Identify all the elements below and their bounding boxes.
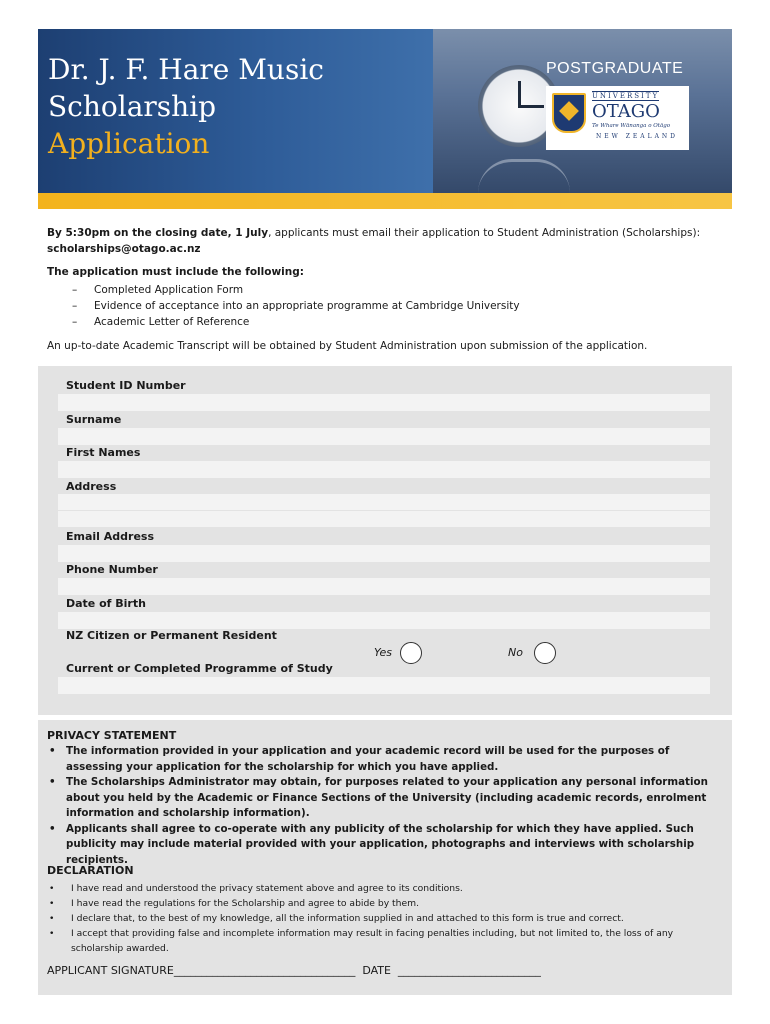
title-line-2: Scholarship [48,90,217,123]
citizen-yes-radio[interactable] [400,642,422,664]
phone-label: Phone Number [66,563,158,576]
list-item: – Academic Letter of Reference [72,314,520,330]
declaration-list [47,881,727,956]
first-names-field[interactable] [58,461,710,478]
requirements-list [72,282,520,330]
title-line-3: Application [48,127,210,160]
list-item: • I declare that, to the best of my knowledge, all the information supplied in and attached to this form is true and correct. [47,911,727,926]
address-label: Address [66,480,117,493]
citizen-yes-label: Yes [374,646,393,659]
citizen-label: NZ Citizen or Permanent Resident [66,629,277,642]
programme-field[interactable] [58,677,710,694]
list-item: • I accept that providing false and incomplete information may result in facing penalties including, but not limited to, the loss of any scholarship awarded. [47,926,727,956]
signature-date-line[interactable]: APPLICANT SIGNATURE_________________________________ DATE __________________________ [47,964,541,977]
gold-stripe [38,193,732,209]
first-names-label: First Names [66,446,141,459]
crest-icon [552,93,586,133]
privacy-title: PRIVACY STATEMENT [47,729,177,742]
student-id-label: Student ID Number [66,379,186,392]
list-item: • The information provided in your application and your academic record will be used for the purposes of assessing your application for the scholarship for which you have applied. [47,744,727,775]
list-item: • Applicants shall agree to co-operate with any publicity of the scholarship for which they have applied. Such publicity may include material provided with your application, photographs and interviews with scholarship recipients. [47,822,727,869]
list-item: • I have read the regulations for the Scholarship and agree to abide by them. [47,896,727,911]
logo-country-text: NEW ZEALAND [596,133,678,140]
transcript-note: An up-to-date Academic Transcript will be obtained by Student Administration upon submission of the application. [47,340,648,352]
list-item: – Completed Application Form [72,282,520,298]
requirements-title: The application must include the following: [47,266,304,278]
list-item: – Evidence of acceptance into an appropriate programme at Cambridge University [72,298,520,314]
citizen-no-label: No [508,646,523,659]
header-banner [38,29,732,209]
deadline-bold: By 5:30pm on the closing date, 1 July [47,227,269,239]
email-field[interactable] [58,545,710,562]
dob-label: Date of Birth [66,597,146,610]
student-id-field[interactable] [58,394,710,411]
programme-label: Current or Completed Programme of Study [66,662,333,675]
surname-label: Surname [66,413,122,426]
list-item: • I have read and understood the privacy statement above and agree to its conditions. [47,881,727,896]
postgraduate-label: POSTGRADUATE [546,60,684,77]
email-label: Email Address [66,530,155,543]
dob-field[interactable] [58,612,710,629]
phone-field[interactable] [58,578,710,595]
page-title [48,51,324,162]
citizen-no-radio[interactable] [534,642,556,664]
deadline-text: , applicants must email their application to Student Administration (Scholarships): [268,227,701,239]
title-line-1: Dr. J. F. Hare Music [48,53,324,86]
privacy-list [47,744,727,868]
address-field-line2[interactable] [58,511,710,527]
university-logo [546,86,689,150]
address-field-line1[interactable] [58,494,710,510]
email-address[interactable]: scholarships@otago.ac.nz [47,243,201,255]
list-item: • The Scholarships Administrator may obtain, for purposes related to your application any personal information about you held by the Academic or Finance Sections of the University (including academic records, enrolment information and scholarship information). [47,775,727,822]
logo-university-text: UNIVERSITY [592,92,660,100]
logo-maori-text: Te Whare Wānanga o Otāgo [592,123,671,129]
surname-field[interactable] [58,428,710,445]
logo-otago-text: OTAGO [592,101,660,122]
declaration-title: DECLARATION [47,864,134,877]
deadline-paragraph [47,225,727,257]
